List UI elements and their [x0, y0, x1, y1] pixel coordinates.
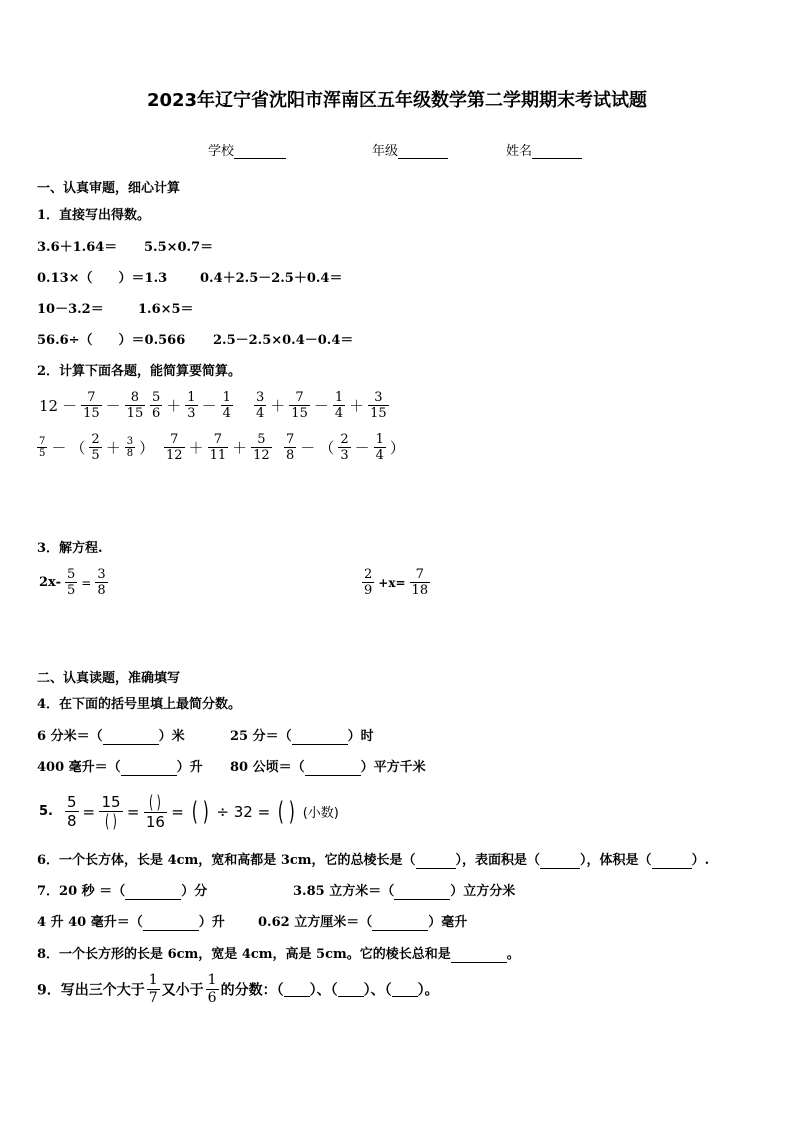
school-field: [208, 140, 286, 159]
item-text: ）时: [347, 729, 374, 744]
operator: ＋: [349, 397, 365, 415]
operator: －: [354, 439, 370, 457]
item-text: 0.62 立方厘米＝（: [258, 915, 373, 930]
operator: =: [82, 802, 96, 821]
item-text: 6．一个长方体，长是 4cm，宽和高都是 3cm，它的总棱长是（: [37, 853, 416, 868]
fraction: $\frac{7}{8}$: [286, 432, 295, 463]
paren: （: [70, 439, 86, 457]
q3-prompt: 3．解方程.: [37, 541, 103, 556]
answer-blank[interactable]: [652, 855, 692, 869]
fraction: $\frac{7}{5}$: [39, 436, 46, 459]
expression-text: +x=: [378, 575, 406, 590]
item-text: 的分数：（: [220, 982, 284, 999]
fraction: $\frac{7}{11}$: [209, 432, 227, 463]
operator: =: [126, 802, 140, 821]
q9: [37, 972, 439, 1007]
question-number: 5.: [39, 804, 53, 820]
answer-blank[interactable]: [416, 855, 456, 869]
page-title: 2023年辽宁省沈阳市浑南区五年级数学第二学期期末考试试题: [146, 90, 648, 111]
q1-prompt: 1．直接写出得数。: [37, 208, 151, 223]
fraction: $\frac{5}{5}$: [66, 567, 76, 598]
answer-blank[interactable]: [338, 983, 364, 997]
grade-field: [372, 140, 448, 159]
paren: （: [319, 439, 335, 457]
fraction: $\frac{3}{8}$: [126, 436, 134, 459]
q7-item: [37, 884, 207, 900]
item-text: ）.: [691, 853, 710, 868]
item-text: ）米: [158, 729, 185, 744]
item-text: ）升: [176, 760, 203, 775]
item-text: 80 公顷＝（: [230, 760, 305, 775]
answer-blank[interactable]: [372, 917, 428, 931]
fraction: $\frac{1}{6}$: [207, 972, 217, 1006]
name-label: 姓名: [506, 144, 533, 159]
q2-expr-4: [35, 432, 156, 463]
fraction: $\frac{2}{9}$: [364, 567, 373, 598]
operator: =: [171, 802, 184, 821]
fraction: $\frac{1}{7}$: [148, 972, 158, 1006]
number: 12: [39, 396, 59, 415]
operator: ＋: [105, 439, 121, 457]
q1-item: 1.6×5＝: [138, 302, 194, 317]
grade-label: 年级: [372, 144, 399, 159]
q1-item: 5.5×0.7＝: [144, 240, 214, 255]
grade-blank[interactable]: [398, 145, 448, 159]
q2-expr-5: [162, 432, 274, 463]
q5-expression: [37, 793, 341, 831]
item-text: 8．一个长方形的长是 6cm，宽是 4cm，高是 5cm。它的棱长总和是: [37, 947, 451, 962]
q3-equation-b: [360, 567, 432, 598]
item-text: 7．20 秒 ＝（: [37, 884, 126, 899]
operator: －: [313, 397, 329, 415]
fraction: $\frac{7}{15}$: [291, 390, 308, 421]
item-text: 400 毫升＝（: [37, 760, 121, 775]
item-text: ），体积是（: [580, 853, 652, 868]
operator: －: [300, 439, 316, 457]
operator: ＋: [232, 439, 248, 457]
q8: [37, 947, 520, 963]
section1-heading: 一、认真审题，细心计算: [37, 181, 181, 196]
q1-item: 56.6÷（ ）＝0.566: [37, 333, 186, 348]
fraction: $\frac{7}{15}$: [83, 390, 100, 421]
name-blank[interactable]: [532, 145, 582, 159]
fraction: $\frac{1}{3}$: [187, 390, 196, 421]
empty-paren[interactable]: ( ): [105, 810, 117, 832]
paren: ）: [389, 439, 405, 457]
fraction: $\frac{3}{8}$: [97, 567, 106, 598]
fraction: $\frac{1}{4}$: [222, 390, 231, 421]
q4-prompt: 4．在下面的括号里填上最简分数。: [37, 697, 242, 712]
operator: ÷ 32 =: [216, 802, 271, 821]
answer-blank[interactable]: [103, 731, 159, 745]
fraction: $\frac{3}{15}$: [370, 390, 387, 421]
answer-blank[interactable]: [143, 917, 199, 931]
answer-blank[interactable]: [121, 762, 177, 776]
fraction: $\frac{7}{18}$: [411, 567, 429, 598]
fraction: $\frac{5}{6}$: [152, 390, 161, 421]
q7-item: [37, 915, 225, 931]
fraction: $\frac{2}{5}$: [91, 432, 100, 463]
item-text: ）分: [181, 884, 208, 899]
item-text: ）立方分米: [450, 884, 516, 899]
q6: [37, 853, 709, 869]
item-text: ）毫升: [428, 915, 468, 930]
q1-item: 0.13×（ ）＝1.3: [37, 271, 168, 286]
operator: =: [81, 575, 92, 590]
answer-blank[interactable]: [305, 762, 361, 776]
answer-blank[interactable]: [292, 731, 348, 745]
item-text: 4 升 40 毫升＝（: [37, 915, 143, 930]
item-text: 。: [506, 947, 520, 962]
operator: －: [51, 439, 67, 457]
item-text: ）。: [417, 982, 439, 999]
answer-blank[interactable]: [394, 886, 450, 900]
q2-prompt: 2．计算下面各题，能简算要简算。: [37, 364, 242, 379]
item-text: ）、（: [309, 982, 338, 999]
item-text: ）、（: [363, 982, 392, 999]
fraction: $\frac{3}{4}$: [256, 390, 265, 421]
q4-item: [230, 729, 374, 745]
q7-item: [293, 884, 515, 900]
q4-item: [37, 729, 185, 745]
fraction: $\frac{( )}{16}$: [145, 791, 165, 831]
item-text: 又小于: [161, 982, 204, 999]
fraction: $\frac{5}{8}$: [66, 793, 77, 831]
answer-blank[interactable]: [125, 886, 181, 900]
fraction: $\frac{1}{4}$: [334, 390, 344, 421]
q1-item: 2.5－2.5×0.4－0.4＝: [213, 333, 354, 348]
q7-item: [258, 915, 467, 931]
operator: ＋: [270, 397, 286, 415]
empty-paren[interactable]: ( ): [149, 791, 162, 813]
answer-blank[interactable]: [451, 949, 507, 963]
fraction: $\frac{15}{( )}$: [99, 793, 123, 831]
fraction: $\frac{7}{12}$: [166, 432, 183, 463]
expression-text: 2x-: [39, 575, 61, 590]
operator: ＋: [166, 397, 182, 415]
fraction: $\frac{2}{3}$: [340, 432, 349, 463]
operator: ＋: [188, 439, 204, 457]
item-text: ）平方千米: [360, 760, 426, 775]
q1-item: 10－3.2＝: [37, 302, 104, 317]
operator: －: [201, 397, 217, 415]
item-text: ）升: [198, 915, 225, 930]
q2-expr-2: [148, 390, 235, 421]
answer-blank[interactable]: [540, 855, 580, 869]
q1-item: 3.6＋1.64＝: [37, 240, 118, 255]
fraction: $\frac{1}{4}$: [375, 432, 384, 463]
q1-item: 0.4＋2.5－2.5＋0.4＝: [200, 271, 343, 286]
fraction: $\frac{8}{15}$: [126, 390, 144, 421]
name-field: [506, 140, 582, 159]
q4-item: [37, 760, 203, 776]
empty-paren[interactable]: ( ): [277, 796, 296, 827]
school-label: 学校: [208, 144, 235, 159]
item-text: ），表面积是（: [455, 853, 541, 868]
paren: ）: [139, 439, 155, 457]
operator: －: [105, 397, 121, 415]
item-text: 3.85 立方米＝（: [293, 884, 395, 899]
empty-paren[interactable]: ( ): [191, 796, 209, 827]
fraction: $\frac{5}{12}$: [253, 432, 270, 463]
item-text: 9．写出三个大于: [37, 982, 145, 999]
q2-expr-6: [282, 432, 407, 463]
operator: －: [62, 397, 78, 415]
q3-equation-a: [37, 567, 110, 598]
q2-expr-1: [37, 390, 147, 421]
item-text: 25 分＝（: [230, 729, 292, 744]
school-blank[interactable]: [234, 145, 286, 159]
q2-expr-3: [252, 390, 391, 421]
answer-blank[interactable]: [392, 983, 418, 997]
q4-item: [230, 760, 426, 776]
section2-heading: 二、认真读题，准确填写: [37, 671, 181, 686]
answer-blank[interactable]: [284, 983, 310, 997]
item-text: 6 分米＝（: [37, 729, 103, 744]
note-text: (小数): [302, 806, 339, 822]
